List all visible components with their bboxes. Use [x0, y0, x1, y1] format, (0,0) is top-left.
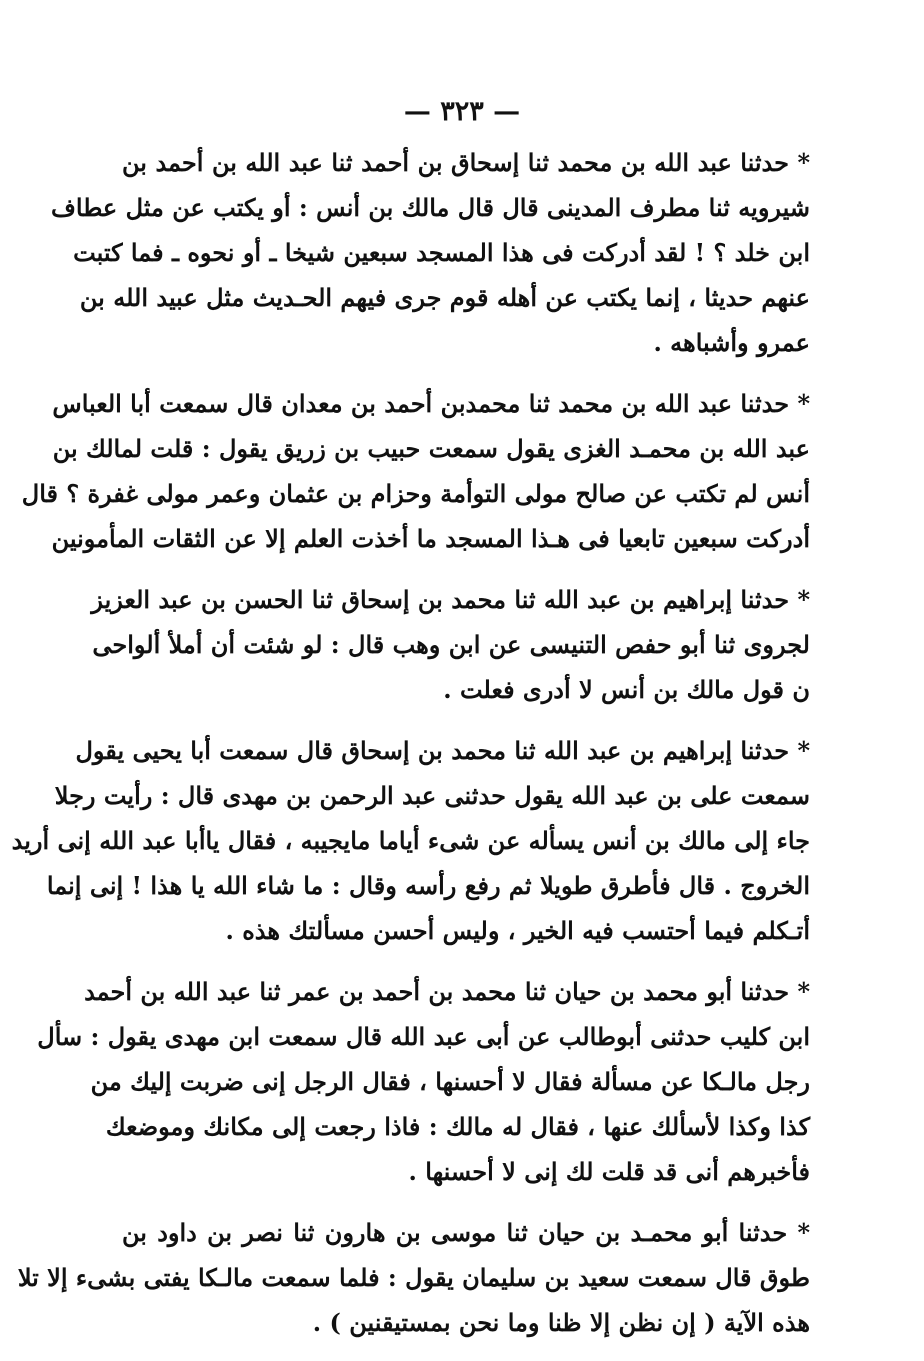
text-line: رجل مالـكا عن مسألة فقال لا أحسنها ، فقال الرجل إنى ضربت إليك من — [90, 1067, 810, 1096]
text-line: ابن خلد ؟ ! لقد أدركت فى هذا المسجد سبعين شيخا ـ أو نحوه ـ فما كتبت — [73, 238, 810, 267]
paragraph-5 — [37, 969, 810, 1194]
text-line: أتـكلم فيما أحتسب فيه الخير ، وليس أحسن مسألتك هذه . — [225, 916, 810, 945]
page-body — [11, 140, 810, 1361]
text-line: * حدثنا أبو محمـد بن حيان ثنا موسى بن هارون ثنا نصر بن داود بن — [122, 1218, 810, 1247]
paragraph-2 — [21, 381, 810, 561]
paragraph-4 — [11, 728, 810, 953]
text-line: الخروج . قال فأطرق طويلا ثم رفع رأسه وقال : ما شاء الله يا هذا ! إنى إنما — [46, 871, 810, 900]
text-line: * حدثنا عبد الله بن محمد ثنا إسحاق بن أحمد ثنا عبد الله بن أحمد بن — [122, 148, 810, 177]
text-line: ن قول مالك بن أنس لا أدرى فعلت . — [443, 675, 810, 704]
text-line: لجروى ثنا أبو حفص التنيسى عن ابن وهب قال : لو شئت أن أملأ ألواحى — [92, 630, 810, 659]
text-line: ابن كليب حدثنى أبوطالب عن أبى عبد الله قال سمعت ابن مهدى يقول : سأل — [37, 1022, 810, 1051]
text-line: عبد الله بن محمـد الغزى يقول سمعت حبيب بن زريق يقول : قلت لمالك بن — [52, 434, 810, 463]
text-line: جاء إلى مالك بن أنس يسأله عن شىء أياما مايجيبه ، فقال ياأبا عبد الله إنى أريد — [11, 826, 810, 855]
text-line: * حدثنا إبراهيم بن عبد الله ثنا محمد بن إسحاق قال سمعت أبا يحيى يقول — [75, 736, 810, 765]
text-line: أنس لم تكتب عن صالح مولى التوأمة وحزام بن عثمان وعمر مولى غفرة ؟ قال — [21, 479, 810, 508]
text-line: * حدثنا أبو محمد بن حيان ثنا محمد بن أحمد بن عمر ثنا عبد الله بن أحمد — [84, 977, 810, 1006]
page-number: — ٣٢٣ — — [403, 96, 521, 127]
text-line: أدركت سبعين تابعيا فى هـذا المسجد ما أخذت العلم إلا عن الثقات المأمونين — [51, 524, 810, 553]
paragraph-6 — [17, 1210, 810, 1345]
text-line: هذه الآية ( إن نظن إلا ظنا وما نحن بمستيقنين ) . — [312, 1308, 810, 1337]
text-line: فأخبرهم أنى قد قلت لك إنى لا أحسنها . — [408, 1157, 810, 1186]
text-line: عمرو وأشباهه . — [653, 328, 810, 357]
text-line: * حدثنا إبراهيم بن عبد الله ثنا محمد بن إسحاق ثنا الحسن بن عبد العزيز — [91, 585, 810, 614]
text-line: * حدثنا عبد الله بن محمد ثنا محمدبن أحمد بن معدان قال سمعت أبا العباس — [52, 389, 810, 418]
text-line: شيرويه ثنا مطرف المدينى قال قال مالك بن أنس : أو يكتب عن مثل عطاف — [51, 193, 810, 222]
text-line: سمعت على بن عبد الله يقول حدثنى عبد الرحمن بن مهدى قال : رأيت رجلا — [54, 781, 810, 810]
paragraph-1 — [51, 140, 810, 365]
paragraph-3 — [91, 577, 810, 712]
text-line: عنهم حديثا ، إنما يكتب عن أهله قوم جرى فيهم الحـديث مثل عبيد الله بن — [79, 283, 810, 312]
text-line: كذا وكذا لأسألك عنها ، فقال له مالك : فاذا رجعت إلى مكانك وموضعك — [105, 1112, 810, 1141]
text-line: طوق قال سمعت سعيد بن سليمان يقول : فلما سمعت مالـكا يفتى بشىء إلا تلا — [17, 1263, 810, 1292]
